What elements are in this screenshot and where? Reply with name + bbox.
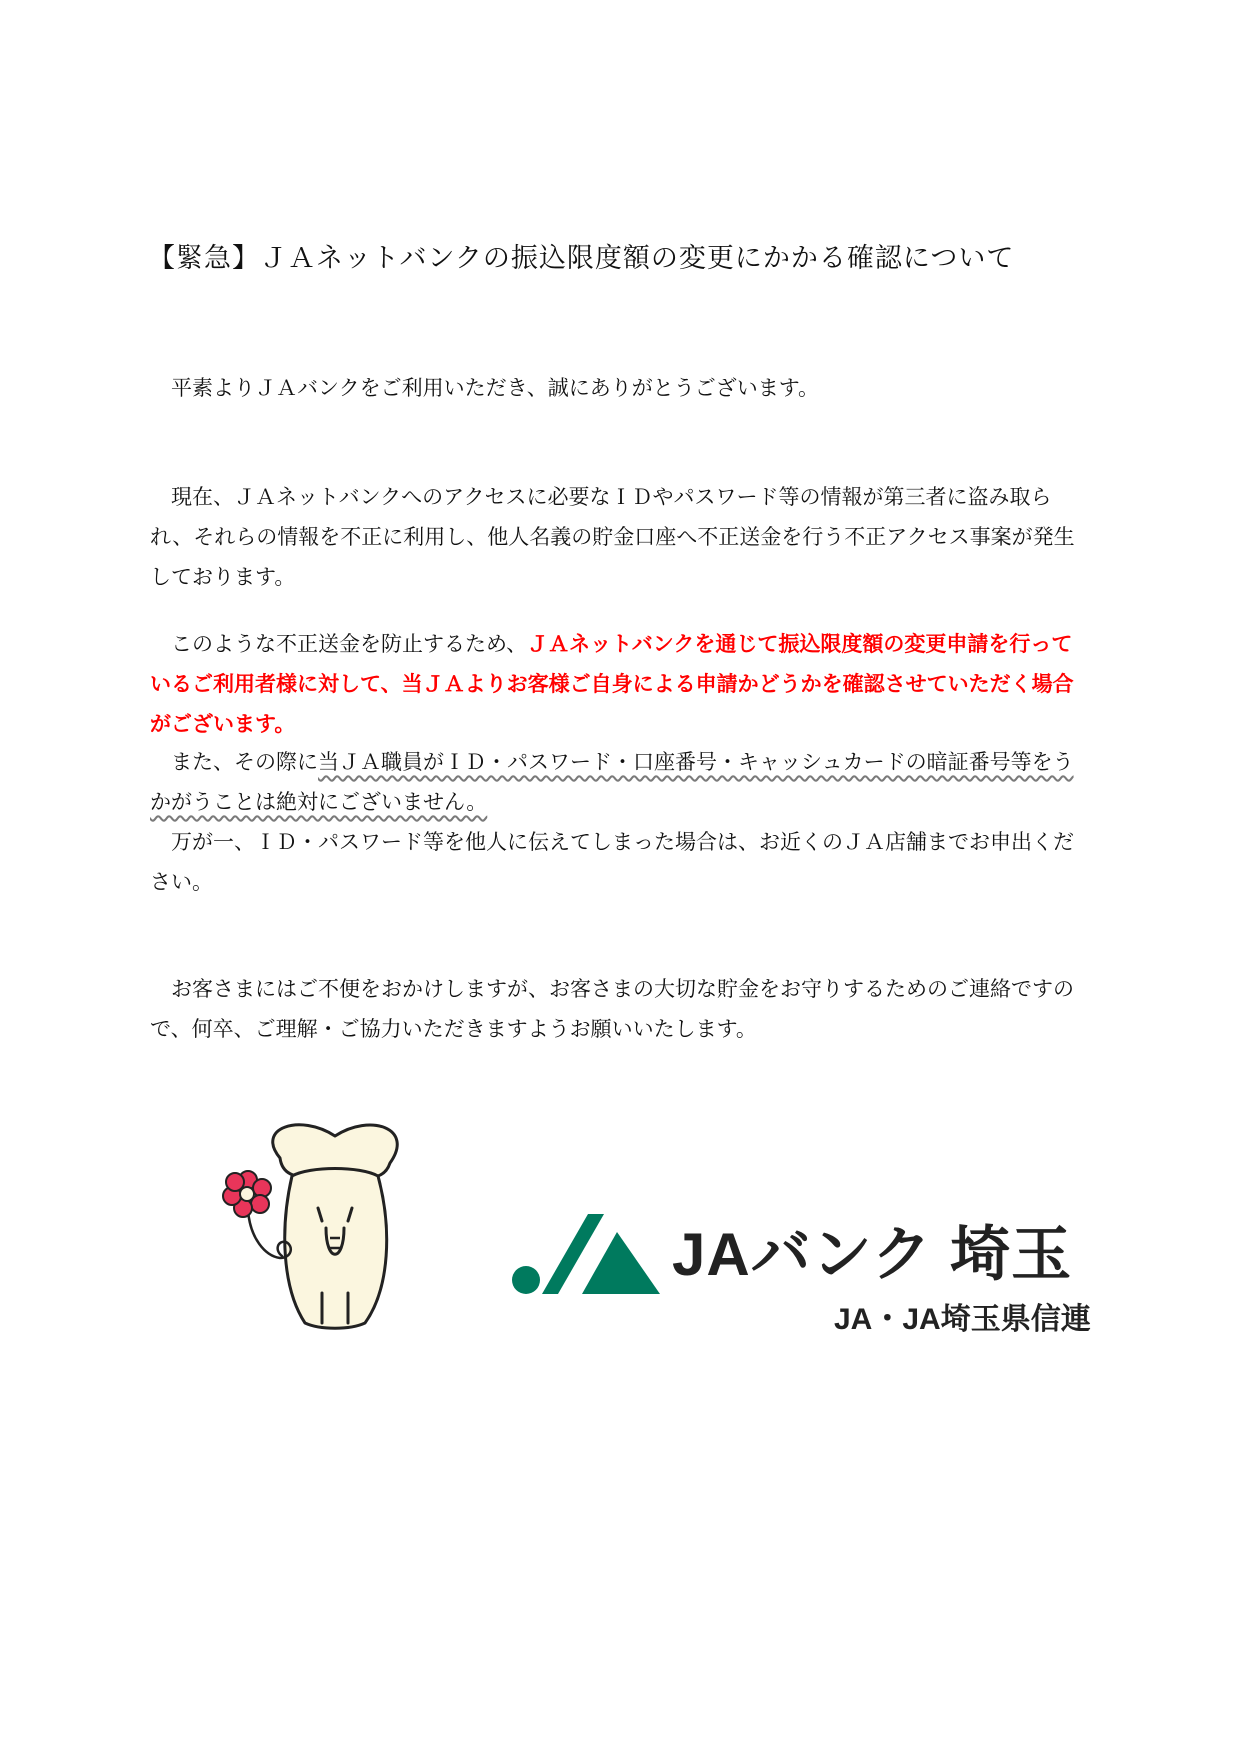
ja-logo-mark-icon (512, 1210, 662, 1300)
ja-bank-logo (512, 1210, 1112, 1360)
contact-text: 万が一、ＩＤ・パスワード等を他人に伝えてしまった場合は、お近くのＪＡ店舗までお申出ください。 (150, 830, 1074, 894)
prevention-intro: このような不正送金を防止するため、 (171, 632, 528, 656)
mascot-dog-icon (210, 1118, 450, 1338)
notice-paragraph (150, 742, 1090, 822)
notice-prefix: また、その際に (171, 750, 318, 774)
logo-main-text: JAバンク 埼玉 (672, 1221, 1073, 1288)
closing-text: お客さまにはご不便をおかけしますが、お客さまの大切な貯金をお守りするためのご連絡ですので、何卒、ご理解・ご協力いただきますようお願いいたします。 (150, 977, 1074, 1041)
logo-sub-text: JA・JA埼玉県信連 (834, 1303, 1091, 1336)
situation-paragraph (150, 477, 1090, 597)
notice-title: 【緊急】ＪＡネットバンクの振込限度額の変更にかかる確認について (148, 243, 1015, 274)
contact-paragraph (150, 822, 1090, 902)
prevention-paragraph (150, 624, 1090, 744)
notice-underlined: 当ＪＡ職員がＩＤ・パスワード・口座番号・キャッシュカードの暗証番号等をうかがうことは絶対にございません。 (150, 750, 1074, 814)
greeting-text: 平素よりＪＡバンクをご利用いただき、誠にありがとうございます。 (171, 376, 820, 400)
prevention-emphasis: ＪＡネットバンクを通じて振込限度額の変更申請を行っているご利用者様に対して、当ＪＡよりお客様ご自身による申請かどうかを確認させていただく場合がございます。 (150, 632, 1074, 736)
situation-text: 現在、ＪＡネットバンクへのアクセスに必要なＩＤやパスワード等の情報が第三者に盗み取られ、それらの情報を不正に利用し、他人名義の貯金口座へ不正送金を行う不正アクセス事案が発生しております。 (150, 485, 1075, 589)
closing-paragraph (150, 969, 1090, 1049)
greeting-paragraph (150, 368, 1090, 408)
